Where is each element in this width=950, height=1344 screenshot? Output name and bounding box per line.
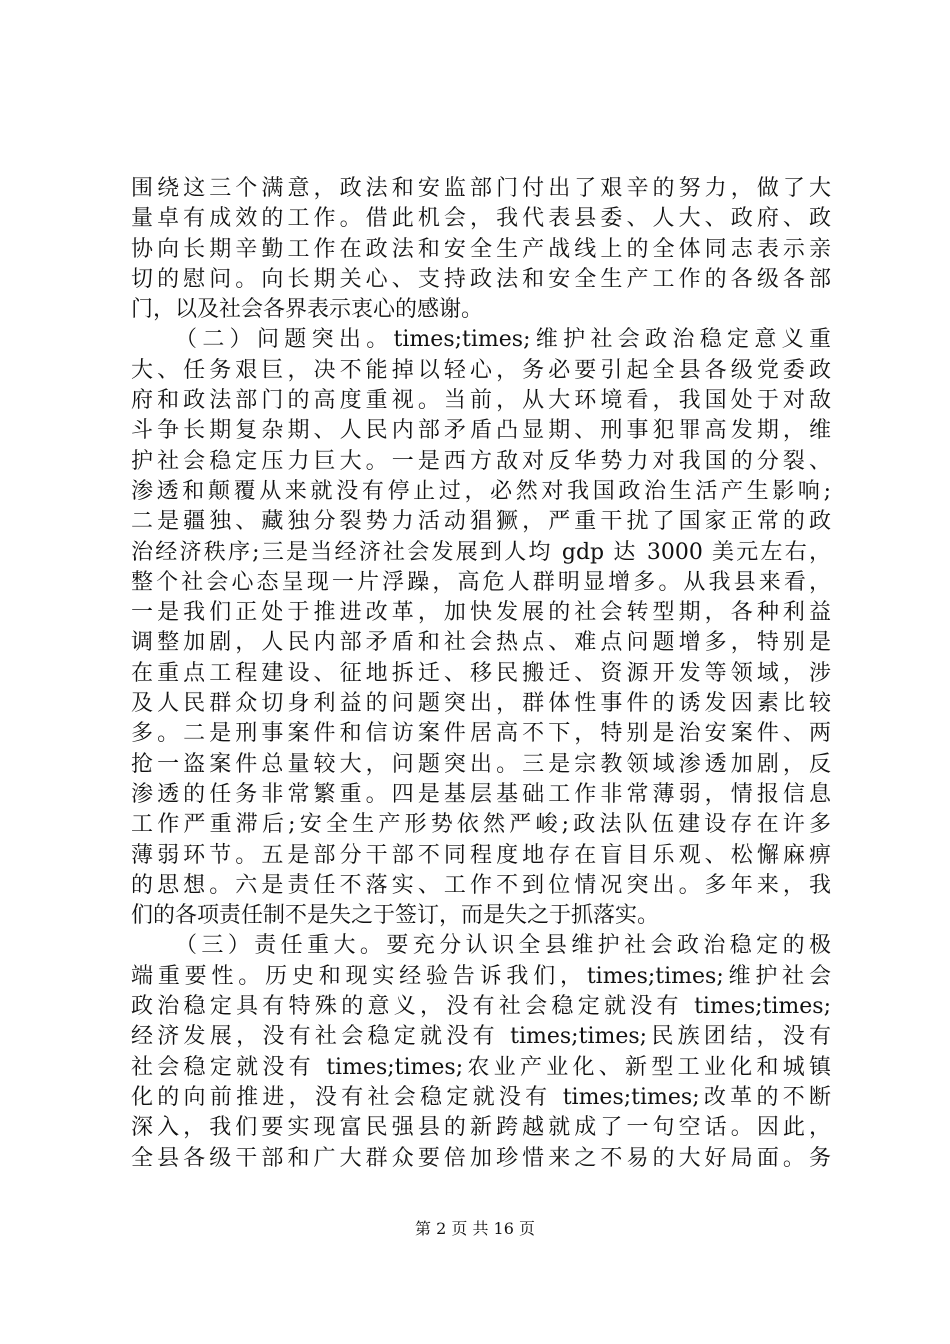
text-line: 斗争长期复杂期、人民内部矛盾凸显期、刑事犯罪高发期，维: [131, 418, 831, 444]
text-line: 们的各项责任制不是失之于签订，而是失之于抓落实。: [131, 903, 660, 929]
text-line: 的思想。六是责任不落实、工作不到位情况突出。多年来，我: [131, 872, 831, 898]
text-line: 工作严重滞后;安全生产形势依然严峻;政法队伍建设存在许多: [131, 812, 831, 838]
text-line: 政治稳定具有特殊的意义，没有社会稳定就没有 times;times;: [131, 994, 831, 1020]
text-line: （三）责任重大。要充分认识全县维护社会政治稳定的极: [175, 933, 831, 959]
text-line: 化的向前推进，没有社会稳定就没有 times;times;改革的不断: [131, 1084, 831, 1110]
text-line: 围绕这三个满意，政法和安监部门付出了艰辛的努力，做了大: [131, 176, 831, 201]
body-text: [131, 174, 831, 1174]
text-line: 社会稳定就没有 times;times;农业产业化、新型工业化和城镇: [131, 1054, 831, 1080]
text-line: 协向长期辛勤工作在政法和安全生产战线上的全体同志表示亲: [131, 236, 831, 262]
text-line: 量卓有成效的工作。借此机会，我代表县委、人大、政府、政: [131, 206, 831, 232]
text-line: 抢一盗案件总量较大，问题突出。三是宗教领域渗透加剧，反: [131, 751, 831, 777]
text-line: 门，以及社会各界表示衷心的感谢。: [131, 297, 484, 323]
text-line: 经济发展，没有社会稳定就没有 times;times;民族团结，没有: [131, 1024, 831, 1050]
text-line: 整个社会心态呈现一片浮躁，高危人群明显增多。从我县来看，: [131, 569, 831, 595]
text-line: 治经济秩序;三是当经济社会发展到人均 gdp 达 3000 美元左右，: [131, 539, 831, 565]
text-line: 切的慰问。向长期关心、支持政法和安全生产工作的各级各部: [131, 266, 831, 292]
text-line: 及人民群众切身利益的问题突出，群体性事件的诱发因素比较: [131, 691, 831, 717]
text-line: 护社会稳定压力巨大。一是西方敌对反华势力对我国的分裂、: [131, 448, 831, 474]
text-line: 渗透和颠覆从来就没有停止过，必然对我国政治生活产生影响;: [131, 478, 831, 504]
text-line: 深入，我们要实现富民强县的新跨越就成了一句空话。因此，: [131, 1115, 831, 1141]
page-footer: 第 2 页 共 16 页: [415, 1219, 535, 1238]
text-line: 全县各级干部和广大群众要倍加珍惜来之不易的大好局面。务: [131, 1145, 831, 1171]
text-line: 府和政法部门的高度重视。当前，从大环境看，我国处于对敌: [131, 388, 831, 414]
text-line: 渗透的任务非常繁重。四是基层基础工作非常薄弱，情报信息: [131, 781, 831, 807]
text-line: 在重点工程建设、征地拆迁、移民搬迁、资源开发等领域，涉: [131, 660, 831, 686]
text-line: 一是我们正处于推进改革，加快发展的社会转型期，各种利益: [131, 600, 831, 626]
text-line: 二是疆独、藏独分裂势力活动猖獗，严重干扰了国家正常的政: [131, 509, 831, 535]
text-line: 调整加剧，人民内部矛盾和社会热点、难点问题增多，特别是: [131, 630, 831, 656]
text-line: 大、任务艰巨，决不能掉以轻心，务必要引起全县各级党委政: [131, 357, 831, 383]
text-line: 端重要性。历史和现实经验告诉我们，times;times;维护社会: [131, 963, 831, 989]
text-line: （二）问题突出。times;times;维护社会政治稳定意义重: [175, 327, 831, 353]
text-line: 薄弱环节。五是部分干部不同程度地存在盲目乐观、松懈麻痹: [131, 842, 831, 868]
text-line: 多。二是刑事案件和信访案件居高不下，特别是治安案件、两: [131, 721, 831, 747]
